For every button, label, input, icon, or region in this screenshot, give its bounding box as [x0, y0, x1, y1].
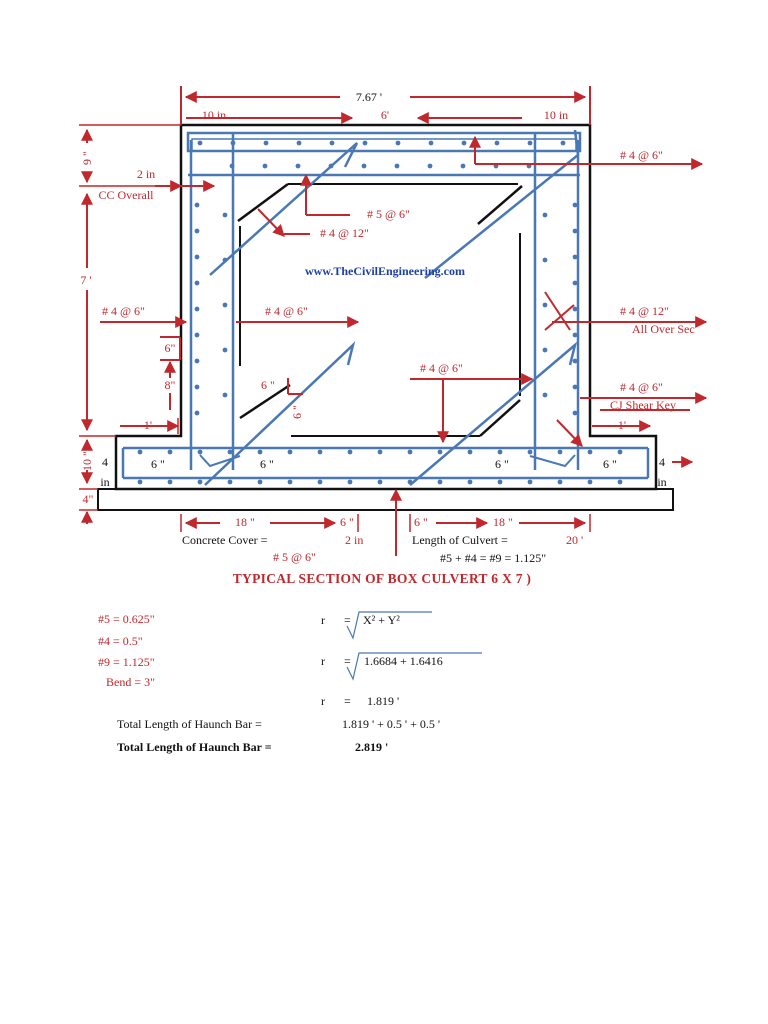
- bar-dot: [138, 450, 143, 455]
- calc-values: 1.6684 + 1.6416: [364, 654, 443, 668]
- bar-dot: [198, 141, 203, 146]
- bar-dot: [195, 385, 200, 390]
- cover-value: 2 in: [345, 533, 364, 547]
- bar-dot: [348, 480, 353, 485]
- cover-label: Concrete Cover =: [182, 533, 268, 547]
- bar-dot: [318, 450, 323, 455]
- dim-1ft-right: 1': [617, 418, 627, 432]
- bar-dot: [223, 213, 228, 218]
- bar-dot: [573, 307, 578, 312]
- dim-6in-bot-left: 6 ": [340, 515, 354, 529]
- bar-dot: [573, 411, 578, 416]
- calc-eq2: =: [344, 654, 351, 668]
- bar-dot: [461, 164, 466, 169]
- bar-dot: [395, 164, 400, 169]
- bar-dot: [408, 480, 413, 485]
- label-all-over-sec: All Over Sec: [632, 322, 695, 336]
- bar-dot: [573, 229, 578, 234]
- dim-18in-left: 18 ": [235, 515, 255, 529]
- bar-dot: [528, 141, 533, 146]
- dim-overall-width: 7.67 ': [355, 90, 383, 104]
- bar-dot: [297, 141, 302, 146]
- bar-dot: [223, 348, 228, 353]
- calc-bar5: #5 = 0.625": [98, 612, 155, 626]
- bar-dot: [378, 450, 383, 455]
- calc-eq1: =: [344, 613, 351, 627]
- bar-dots: [138, 141, 623, 485]
- bar-dot: [573, 281, 578, 286]
- bar-dot: [195, 255, 200, 260]
- bar-dot: [468, 480, 473, 485]
- callout-left-wall: # 4 @ 6": [102, 304, 145, 318]
- callout-top-right: # 4 @ 6": [620, 148, 663, 162]
- length-value: 20 ': [566, 533, 584, 547]
- bar-dot: [558, 450, 563, 455]
- dim-6in-b2: 6 ": [260, 457, 274, 471]
- dim-inner-width: 6': [380, 108, 390, 122]
- bar-dot: [543, 303, 548, 308]
- bar-dot: [429, 141, 434, 146]
- calc-r-result: 1.819 ': [367, 694, 400, 708]
- bar-dot: [198, 450, 203, 455]
- bar-dot: [543, 348, 548, 353]
- bar-dot: [195, 333, 200, 338]
- bar-dot: [378, 480, 383, 485]
- bar-dot: [231, 141, 236, 146]
- culvert-outline: [98, 125, 673, 510]
- bar-dot: [528, 480, 533, 485]
- dim-18in-right: 18 ": [493, 515, 513, 529]
- calc-r3: r: [321, 694, 325, 708]
- dim-bottom-slab: 10 ": [80, 451, 94, 471]
- callout-4-at-12: # 4 @ 12": [320, 226, 369, 240]
- bar-dot: [543, 393, 548, 398]
- dim-base-4: 4": [82, 492, 94, 506]
- bar-dot: [528, 450, 533, 455]
- total-length-label: Total Length of Haunch Bar =: [117, 717, 262, 731]
- calc-bar4: #4 = 0.5": [98, 634, 143, 648]
- bar-dot: [329, 164, 334, 169]
- callout-5-at-6: # 5 @ 6": [367, 207, 410, 221]
- calc-formula: X² + Y²: [363, 613, 400, 627]
- callout-bottom-5-at-6: # 5 @ 6": [273, 550, 316, 564]
- dim-6in-a: 6": [164, 341, 176, 355]
- bar-dot: [428, 164, 433, 169]
- bar-dot: [438, 480, 443, 485]
- calc-bar9: #9 = 1.125": [98, 655, 155, 669]
- dim-8in: 8": [164, 378, 176, 392]
- dim-1ft-left: 1': [143, 418, 153, 432]
- bar-dot: [264, 141, 269, 146]
- bar-dot: [588, 480, 593, 485]
- dimension-lines: [79, 86, 706, 556]
- bar-dot: [498, 450, 503, 455]
- website-link[interactable]: www.TheCivilEngineering.com: [304, 264, 466, 278]
- label-cc-overall: CC Overall: [98, 188, 154, 202]
- bar-dot: [561, 141, 566, 146]
- bar-dot: [543, 213, 548, 218]
- bar-dot: [223, 258, 228, 263]
- bar-dot: [138, 480, 143, 485]
- bar-dot: [168, 450, 173, 455]
- length-label: Length of Culvert =: [412, 533, 508, 547]
- bar-dot: [462, 141, 467, 146]
- bar-dot: [288, 450, 293, 455]
- dim-in-left: in: [100, 475, 110, 489]
- bar-dot: [296, 164, 301, 169]
- bar-dot: [195, 203, 200, 208]
- bar-dot: [288, 480, 293, 485]
- dim-4in-right: 4: [659, 455, 665, 469]
- bar-dot: [573, 333, 578, 338]
- diagram-title: TYPICAL SECTION OF BOX CULVERT 6 X 7 ): [232, 571, 532, 586]
- bar-dot: [223, 393, 228, 398]
- bar-dot: [198, 480, 203, 485]
- bar-dot: [330, 141, 335, 146]
- bar-dot: [573, 385, 578, 390]
- dim-6in-b4: 6 ": [603, 457, 617, 471]
- total-length-expr: 1.819 ' + 0.5 ' + 0.5 ': [342, 717, 441, 731]
- calc-r1: r: [321, 613, 325, 627]
- bar-dot: [573, 359, 578, 364]
- bar-dot: [195, 229, 200, 234]
- calc-eq3: =: [344, 694, 351, 708]
- bar-dot: [408, 450, 413, 455]
- bar-dot: [495, 141, 500, 146]
- bar-dot: [195, 359, 200, 364]
- bar-dot: [195, 307, 200, 312]
- bar-dot: [498, 480, 503, 485]
- bar-dot: [588, 450, 593, 455]
- label-cj-shear-key: CJ Shear Key: [610, 398, 676, 412]
- bar-dot: [468, 450, 473, 455]
- dim-6in-vert: 6 ": [290, 405, 304, 419]
- bar-dot: [573, 203, 578, 208]
- bar-dot: [363, 141, 368, 146]
- bar-dot: [228, 450, 233, 455]
- callout-inner-left: # 4 @ 6": [265, 304, 308, 318]
- total-length-value: 2.819 ': [355, 740, 389, 754]
- dim-height: 7 ': [80, 273, 92, 287]
- bar-dot: [258, 480, 263, 485]
- bar-dot: [230, 164, 235, 169]
- calc-r2: r: [321, 654, 325, 668]
- dim-in-right: in: [657, 475, 667, 489]
- total-length-label-bold: Total Length of Haunch Bar =: [117, 740, 272, 754]
- dim-4in-left: 4: [102, 455, 108, 469]
- dim-cc-2in: 2 in: [136, 167, 156, 181]
- bar-dot: [438, 450, 443, 455]
- bar-dot: [318, 480, 323, 485]
- callout-inner-bottom: # 4 @ 6": [420, 361, 463, 375]
- bar-dot: [558, 480, 563, 485]
- dim-wall-left: 10 in: [201, 108, 227, 122]
- dim-top-slab: 9 ": [80, 151, 94, 165]
- dim-6in-left: 6 ": [261, 378, 275, 392]
- bar-dot: [543, 258, 548, 263]
- bar-dot: [573, 255, 578, 260]
- bar-dot: [396, 141, 401, 146]
- bar-dot: [618, 480, 623, 485]
- callout-right-12: # 4 @ 12": [620, 304, 669, 318]
- bar-sum: #5 + #4 = #9 = 1.125": [440, 551, 547, 565]
- bar-dot: [223, 303, 228, 308]
- bar-dot: [348, 450, 353, 455]
- dim-6in-bot-right: 6 ": [414, 515, 428, 529]
- dim-wall-right: 10 in: [543, 108, 569, 122]
- bar-dot: [263, 164, 268, 169]
- dim-6in-b3: 6 ": [495, 457, 509, 471]
- calc-bend: Bend = 3": [106, 675, 155, 689]
- dim-6in-b1: 6 ": [151, 457, 165, 471]
- bar-dot: [195, 281, 200, 286]
- bar-dot: [195, 411, 200, 416]
- bar-dot: [618, 450, 623, 455]
- bar-dot: [168, 480, 173, 485]
- bar-dot: [258, 450, 263, 455]
- bar-dot: [362, 164, 367, 169]
- callout-right-6: # 4 @ 6": [620, 380, 663, 394]
- bar-dot: [228, 480, 233, 485]
